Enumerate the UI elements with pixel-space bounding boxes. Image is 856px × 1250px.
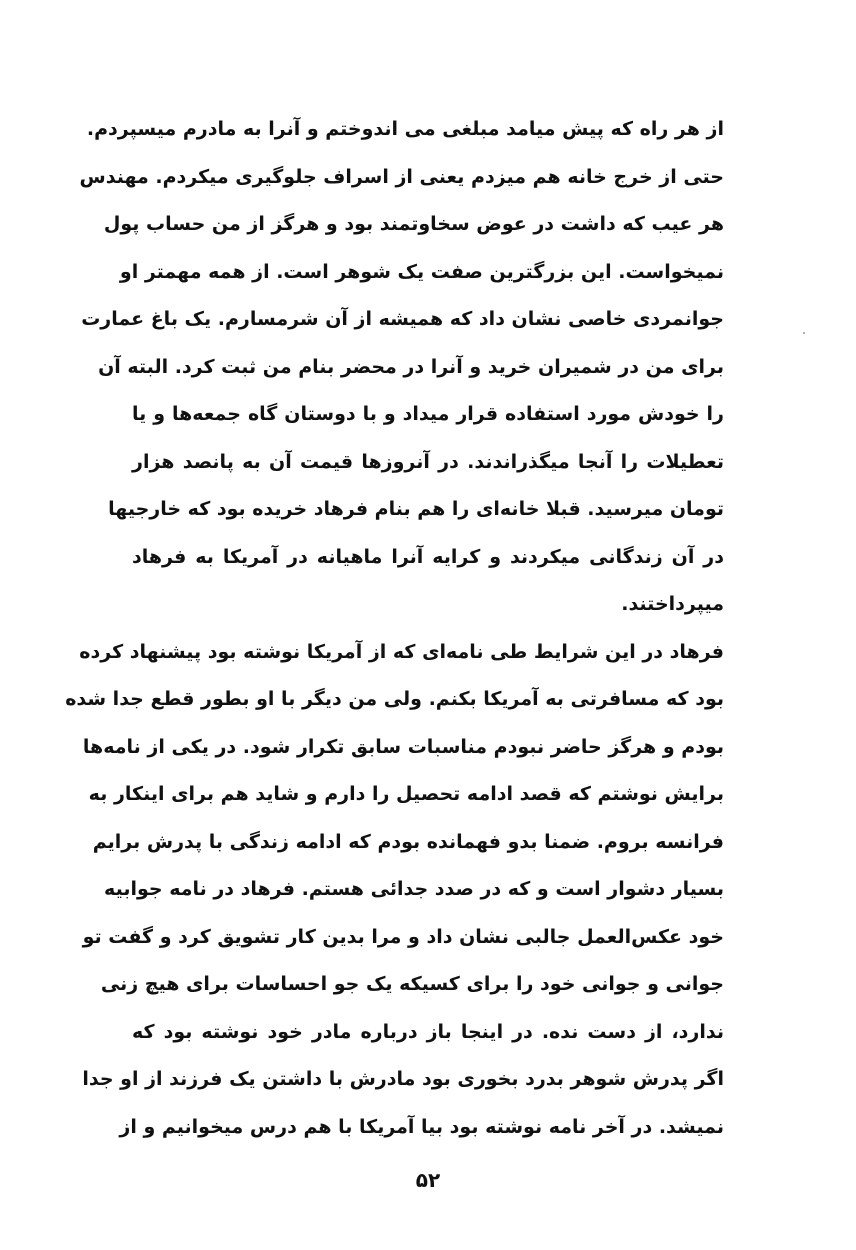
page-number: ۵۲ <box>415 1168 441 1192</box>
text-line: برایش نوشتم که قصد ادامه تحصیل را دارم و شاید هم برای اینکار به <box>88 783 724 805</box>
text-line: نمیخواست. این بزرگترین صفت یک شوهر است. از همه مهمتر او <box>119 260 724 283</box>
text-line: فرهاد در این شرایط طی نامه‌ای که از آمریکا نوشته بود پیشنهاد کرده <box>79 640 724 663</box>
text-line: هر عیب که داشت در عوض سخاوتمند بود و هرگز از من حساب پول <box>103 213 724 235</box>
text-line: در آن زندگانی میکردند و کرایه آنرا ماهیانه در آمریکا به فرهاد <box>132 545 724 568</box>
text-line: حتی از خرج خانه هم میزدم یعنی از اسراف جلوگیری میکردم. مهندس <box>79 165 724 188</box>
text-line: ندارد، از دست نده. در اینجا باز درباره مادر خود نوشته بود که <box>132 1020 724 1043</box>
text-line: تومان میرسید. قبلا خانه‌ای را هم بنام فرهاد خریده بود که خارجیها <box>108 498 724 520</box>
margin-speck <box>803 332 805 334</box>
text-line: از هر راه که پیش میامد مبلغی می اندوختم و آنرا به مادرم میسپردم. <box>86 118 724 140</box>
text-line: خود عکس‌العمل جالبی نشان داد و مرا بدین کار تشویق کرد و گفت تو <box>82 925 724 948</box>
text-line-paragraph-end: میپرداختند. <box>621 593 724 615</box>
text-line: را خودش مورد استفاده قرار میداد و با دوستان گاه جمعه‌ها و یا <box>132 403 724 425</box>
text-line: تعطیلات را آنجا میگذراندند. در آنروزها قیمت آن به پانصد هزار <box>132 450 724 473</box>
body-text <box>65 106 724 1151</box>
text-line: اگر پدرش شوهر بدرد بخوری بود مادرش با داشتن یک فرزند از او جدا <box>82 1068 724 1090</box>
text-line: فرانسه بروم. ضمنا بدو فهمانده بودم که ادامه زندگی با پدرش برایم <box>92 830 724 853</box>
text-line: جوانی و جوانی خود را برای کسیکه یک جو احساسات برای هیچ زنی <box>100 973 724 995</box>
text-line: بود که مسافرتی به آمریکا بکنم. ولی من دیگر با او بطور قطع جدا شده <box>65 688 724 710</box>
text-line: برای من در شمیران خرید و آنرا در محضر بنام من ثبت کرد. البته آن <box>98 355 724 378</box>
text-line: جوانمردی خاصی نشان داد که همیشه از آن شرمسارم. یک باغ عمارت <box>81 308 724 330</box>
text-line: بودم و هرگز حاضر نبودم مناسبات سابق تکرار شود. در یکی از نامه‌ها <box>82 735 724 758</box>
text-line: نمیشد. در آخر نامه نوشته بود بیا آمریکا با هم درس میخوانیم و از <box>119 1115 724 1138</box>
text-line: بسیار دشوار است و که در صدد جدائی هستم. فرهاد در نامه جوابیه <box>104 878 724 900</box>
